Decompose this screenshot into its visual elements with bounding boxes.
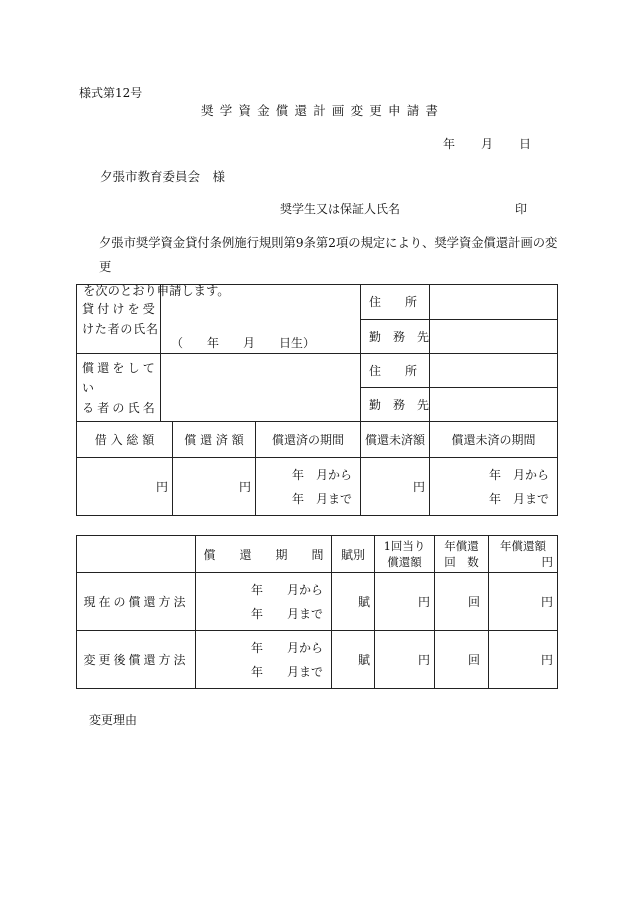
changed-per-time-field[interactable]: 円 [375,631,435,689]
intro-line-2: を次のとおり申請します。 [83,284,230,298]
form-number: 様式第12号 [79,86,143,100]
repaid-amount-field[interactable]: 円 [173,458,256,516]
date-line [443,135,531,152]
repayer-address-label: 住 所 [361,354,430,388]
date-year: 年 [443,137,456,151]
borrower-name-field[interactable] [161,285,361,354]
form-title: 奨学資金償還計画変更申請書 [201,103,445,118]
changed-method-label: 変更後償還方法 [77,631,196,689]
header-unpaid-amount: 償還未済額 [361,422,430,458]
current-method-label: 現在の償還方法 [77,573,196,631]
borrower-address-label: 住 所 [361,285,430,320]
header-repaid-amount: 償 還 済 額 [173,422,256,458]
current-annual-field[interactable]: 円 [489,573,558,631]
repayment-method-table [76,535,558,689]
table-row [77,573,558,631]
current-count-field[interactable]: 回 [435,573,489,631]
reason-label: 変更理由 [89,713,138,727]
birth-date-line: （ 年 月 日生） [171,336,316,350]
changed-annual-field[interactable]: 円 [489,631,558,689]
addressee: 夕張市教育委員会 様 [100,169,226,184]
header-annual-amount: 年償還額 円 [489,536,558,573]
date-month: 月 [481,137,494,151]
borrower-address-field[interactable] [430,285,558,320]
intro-line-1: 夕張市奨学資金貸付条例施行規則第9条第2項の規定により、奨学資金償還計画の変更 [99,236,558,274]
seal-mark: 印 [515,202,528,216]
repayer-workplace-label: 勤 務 先 [361,388,430,422]
current-installment-field[interactable]: 賦 [332,573,375,631]
changed-period-field[interactable]: 年 月から 年 月まで [196,631,332,689]
header-repayment-period: 償 還 期 間 [196,536,332,573]
header-repaid-period: 償還済の期間 [256,422,361,458]
date-day: 日 [519,137,532,151]
repayer-name-label: 償還をしてい る者の氏名 [77,354,161,422]
current-period-field[interactable]: 年 月から 年 月まで [196,573,332,631]
applicant-label: 奨学生又は保証人氏名 [280,202,401,216]
borrower-table [76,284,558,516]
unpaid-period-field[interactable]: 年 月から 年 月まで [430,458,558,516]
header-unpaid-period: 償還未済の期間 [430,422,558,458]
borrower-workplace-field[interactable] [430,319,558,354]
repayer-workplace-field[interactable] [430,388,558,422]
borrower-workplace-label: 勤 務 先 [361,319,430,354]
header-annual-count: 年償還 回 数 [435,536,489,573]
repaid-period-field[interactable]: 年 月から 年 月まで [256,458,361,516]
header-per-time-amount: 1回当り 償還額 [375,536,435,573]
changed-count-field[interactable]: 回 [435,631,489,689]
current-per-time-field[interactable]: 円 [375,573,435,631]
header-blank [77,536,196,573]
changed-installment-field[interactable]: 賦 [332,631,375,689]
table-row [77,631,558,689]
unpaid-amount-field[interactable]: 円 [361,458,430,516]
borrower-name-label: 貸付けを受 けた者の氏名 [77,285,161,354]
repayer-address-field[interactable] [430,354,558,388]
repayer-name-field[interactable] [161,354,361,422]
header-installment: 賦別 [332,536,375,573]
header-loan-total: 借 入 総 額 [77,422,173,458]
loan-total-field[interactable]: 円 [77,458,173,516]
